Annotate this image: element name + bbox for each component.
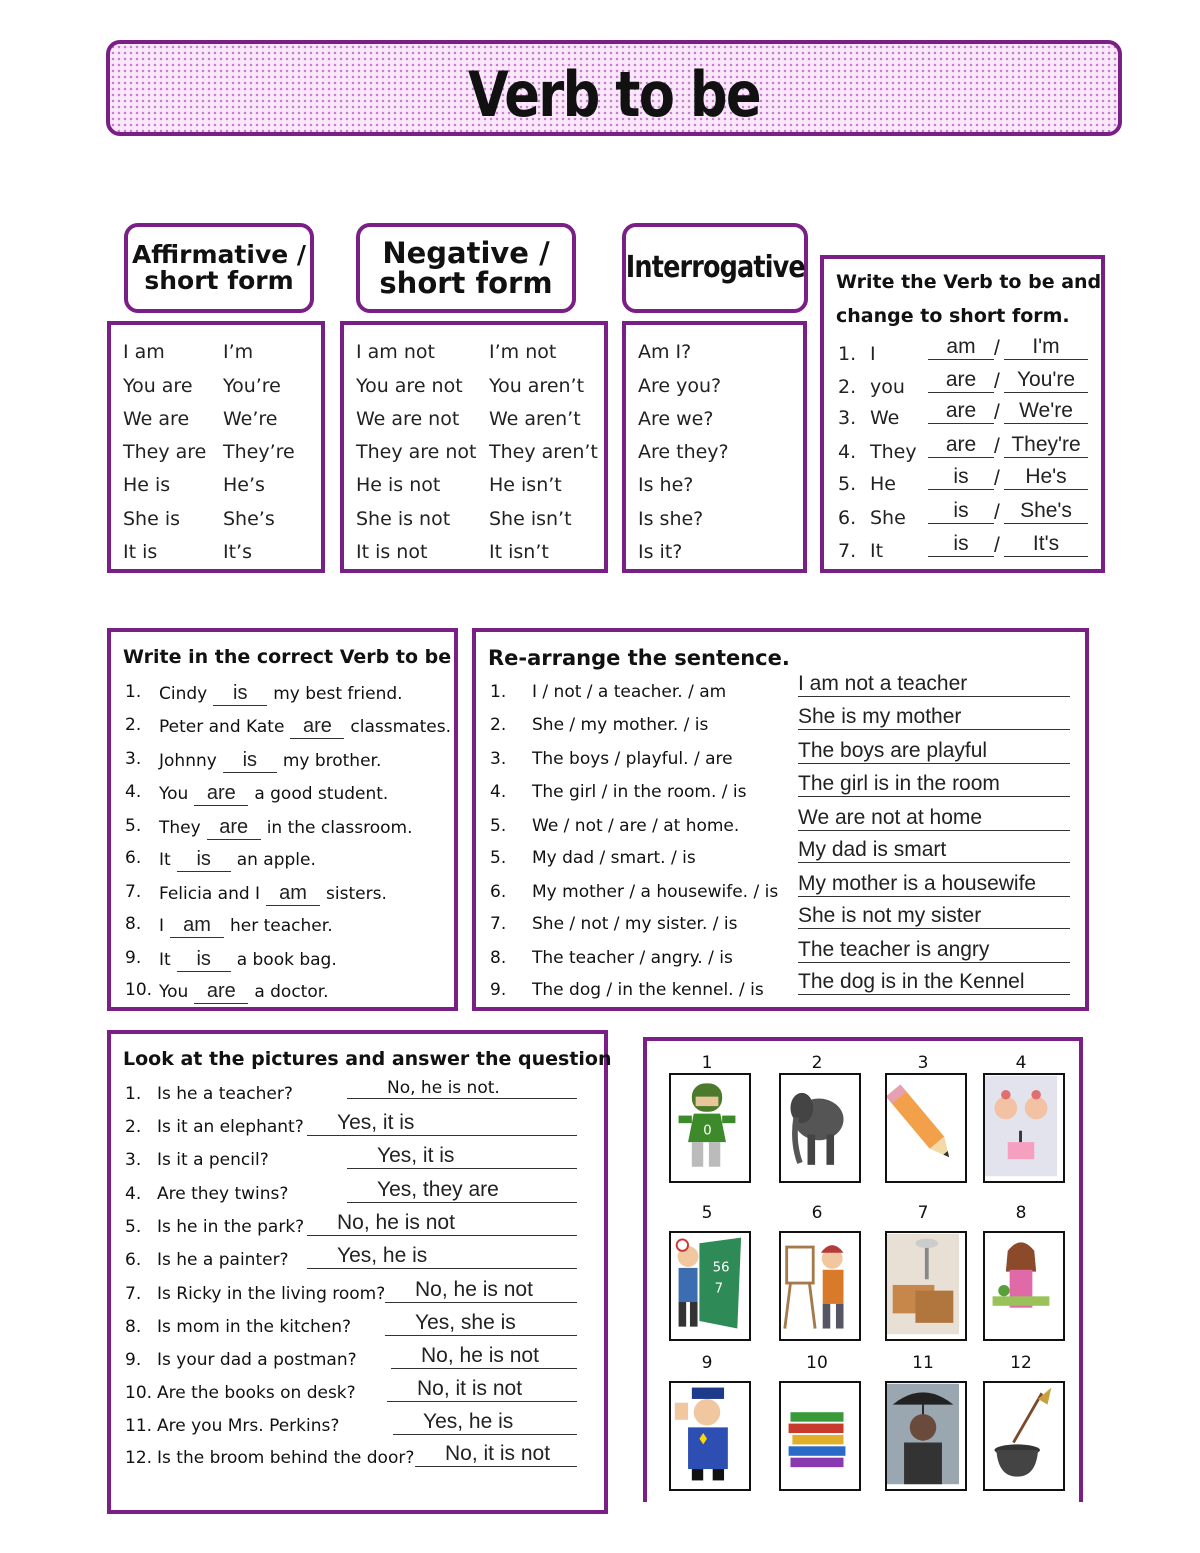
negative-long: She is not — [356, 508, 451, 530]
short-slash: / — [994, 370, 1000, 393]
short-verb-answer: are — [928, 399, 994, 424]
correct-verb-pre: It — [159, 850, 171, 870]
rearrange-answer: My dad is smart — [798, 838, 1070, 863]
picture-answer: Yes, it is — [347, 1144, 577, 1169]
rearrange-answer: My mother is a housewife — [798, 872, 1070, 897]
police-officer-icon — [669, 1381, 751, 1491]
picture-number: 12 — [1010, 1353, 1032, 1373]
correct-verb-sentence — [159, 816, 412, 840]
football-player-icon — [669, 1073, 751, 1183]
affirmative-short: He’s — [223, 474, 265, 496]
short-form-answer: They're — [1004, 433, 1088, 458]
short-subject: It — [870, 540, 884, 562]
picture-number: 2 — [811, 1053, 823, 1073]
rearrange-num: 5. — [490, 816, 507, 836]
short-form-answer: It's — [1004, 532, 1088, 557]
negative-long: I am not — [356, 341, 435, 363]
negative-long: It is not — [356, 541, 428, 563]
correct-verb-sentence — [159, 882, 387, 906]
picture-number: 4 — [1015, 1053, 1027, 1073]
rearrange-answer: We are not at home — [798, 806, 1070, 831]
affirmative-short: She’s — [223, 508, 275, 530]
short-num: 1. — [838, 343, 857, 365]
rearrange-answer: The boys are playful — [798, 739, 1070, 764]
negative-short: I’m not — [489, 341, 557, 363]
correct-verb-post: classmates. — [350, 717, 451, 737]
interrogative-item: Is he? — [638, 474, 694, 496]
correct-verb-pre: You — [159, 982, 189, 1002]
negative-short: It isn’t — [489, 541, 549, 563]
svg-text:7: 7 — [714, 1281, 724, 1297]
rearrange-answer: The dog is in the Kennel — [798, 970, 1070, 995]
short-verb-answer: am — [928, 335, 994, 360]
affirmative-short: We’re — [223, 408, 278, 430]
interrogative-box — [622, 321, 807, 573]
correct-verb-answer: are — [194, 782, 248, 806]
interrogative-item: Is she? — [638, 508, 704, 530]
interrogative-item: Are they? — [638, 441, 729, 463]
correct-verb-post: a book bag. — [236, 950, 337, 970]
picture-question: Are you Mrs. Perkins? — [157, 1416, 340, 1436]
rearrange-answer: The teacher is angry — [798, 938, 1070, 963]
picture-question-num: 9. — [125, 1350, 142, 1370]
short-form-answer: She's — [1004, 499, 1088, 524]
picture-question-num: 4. — [125, 1184, 142, 1204]
picture-number: 9 — [701, 1353, 713, 1373]
picture-number: 8 — [1015, 1203, 1027, 1223]
correct-verb-sentence — [159, 682, 403, 706]
correct-verb-num: 10. — [125, 980, 153, 1000]
affirmative-short: You’re — [223, 375, 281, 397]
rearrange-answer: She is my mother — [798, 705, 1070, 730]
picture-answer: Yes, they are — [347, 1178, 577, 1203]
short-num: 4. — [838, 441, 857, 463]
short-verb-answer: are — [928, 368, 994, 393]
rearrange-num: 4. — [490, 782, 507, 802]
correct-verb-answer: are — [290, 715, 344, 739]
rearrange-num: 2. — [490, 715, 507, 735]
correct-verb-num: 5. — [125, 816, 142, 836]
correct-verb-num: 2. — [125, 715, 142, 735]
short-slash: / — [994, 401, 1000, 424]
picture-question: Is he in the park? — [157, 1217, 305, 1237]
picture-question-num: 10. — [125, 1383, 153, 1403]
student-chalkboard-icon — [669, 1231, 751, 1341]
correct-verb-title: Write in the correct Verb to be — [123, 646, 452, 668]
correct-verb-answer: am — [266, 882, 320, 906]
picture-answer: No, it is not — [415, 1442, 577, 1467]
affirmative-short: They’re — [223, 441, 295, 463]
short-subject: He — [870, 473, 896, 495]
affirmative-long: He is — [123, 474, 171, 496]
rearrange-num: 1. — [490, 682, 507, 702]
correct-verb-num: 9. — [125, 948, 142, 968]
correct-verb-sentence — [159, 715, 451, 739]
correct-verb-num: 3. — [125, 749, 142, 769]
rearrange-words: I / not / a teacher. / am — [532, 682, 727, 702]
picture-question-num: 3. — [125, 1150, 142, 1170]
correct-verb-pre: Felicia and I — [159, 884, 261, 904]
picture-number: 10 — [806, 1353, 828, 1373]
negative-short: They aren’t — [489, 441, 598, 463]
correct-verb-num: 6. — [125, 848, 142, 868]
picture-answer: Yes, he is — [307, 1244, 577, 1269]
correct-verb-post: a doctor. — [254, 982, 329, 1002]
write-short-form-box — [820, 255, 1105, 573]
correct-verb-pre: Peter and Kate — [159, 717, 285, 737]
affirmative-long: We are — [123, 408, 190, 430]
correct-verb-pre: It — [159, 950, 171, 970]
picture-answer: Yes, it is — [307, 1111, 577, 1136]
correct-verb-answer: am — [170, 914, 224, 938]
rearrange-words: The boys / playful. / are — [532, 749, 733, 769]
picture-number: 11 — [912, 1353, 934, 1373]
rearrange-words: She / not / my sister. / is — [532, 914, 738, 934]
rearrange-num: 8. — [490, 948, 507, 968]
short-subject: you — [870, 376, 905, 398]
picture-number: 5 — [701, 1203, 713, 1223]
correct-verb-answer: are — [194, 980, 248, 1004]
short-form-answer: I'm — [1004, 335, 1088, 360]
books-icon — [779, 1381, 861, 1491]
pencil-icon — [885, 1073, 967, 1183]
short-subject: They — [870, 441, 917, 463]
rearrange-num: 9. — [490, 980, 507, 1000]
picture-question: Are the books on desk? — [157, 1383, 356, 1403]
picture-answer: Yes, she is — [385, 1311, 577, 1336]
picture-question: Is he a painter? — [157, 1250, 289, 1270]
affirmative-short: It’s — [223, 541, 252, 563]
write-short-title-1: Write the Verb to be and — [836, 271, 1102, 293]
picture-question: Is Ricky in the living room? — [157, 1284, 386, 1304]
rearrange-words: My mother / a housewife. / is — [532, 882, 779, 902]
picture-question-num: 1. — [125, 1084, 142, 1104]
rearrange-box — [472, 628, 1089, 1011]
picture-question-num: 8. — [125, 1317, 142, 1337]
correct-verb-post: an apple. — [236, 850, 316, 870]
correct-verb-pre: They — [159, 818, 201, 838]
pictures-panel — [643, 1037, 1083, 1502]
picture-number: 3 — [917, 1053, 929, 1073]
affirmative-long: You are — [123, 375, 193, 397]
pictures-question-box — [107, 1030, 612, 1514]
short-subject: She — [870, 507, 906, 529]
painter-icon — [779, 1231, 861, 1341]
rearrange-num: 7. — [490, 914, 507, 934]
negative-short: We aren’t — [489, 408, 581, 430]
short-num: 6. — [838, 507, 857, 529]
picture-question-num: 7. — [125, 1284, 142, 1304]
short-verb-answer: is — [928, 465, 994, 490]
elephant-icon — [779, 1073, 861, 1183]
correct-verb-pre: You — [159, 784, 189, 804]
rearrange-words: The dog / in the kennel. / is — [532, 980, 764, 1000]
broom-pot-icon — [983, 1381, 1065, 1491]
affirmative-long: They are — [123, 441, 207, 463]
rearrange-answer: She is not my sister — [798, 904, 1070, 929]
rearrange-num: 5. — [490, 848, 507, 868]
correct-verb-post: her teacher. — [230, 916, 333, 936]
correct-verb-num: 8. — [125, 914, 142, 934]
picture-answer: No, he is not — [307, 1211, 577, 1236]
negative-header-line1: Negative / — [382, 235, 550, 270]
short-slash: / — [994, 534, 1000, 557]
short-verb-answer: is — [928, 532, 994, 557]
short-verb-answer: are — [928, 433, 994, 458]
kitchen-woman-icon — [983, 1231, 1065, 1341]
interrogative-header — [622, 223, 808, 313]
rearrange-answer: The girl is in the room — [798, 772, 1070, 797]
negative-long: We are not — [356, 408, 460, 430]
short-slash: / — [994, 435, 1000, 458]
short-subject: We — [870, 407, 900, 429]
correct-verb-post: my brother. — [282, 751, 382, 771]
short-slash: / — [994, 467, 1000, 490]
correct-verb-sentence — [159, 782, 388, 806]
affirmative-header-line1: Affirmative / — [131, 239, 307, 269]
interrogative-item: Are we? — [638, 408, 714, 430]
picture-question: Is it an elephant? — [157, 1117, 304, 1137]
negative-short: She isn’t — [489, 508, 572, 530]
picture-question-num: 12. — [125, 1448, 153, 1468]
affirmative-long: I am — [123, 341, 165, 363]
picture-answer: No, he is not. — [347, 1078, 577, 1099]
affirmative-long: It is — [123, 541, 158, 563]
affirmative-header-line2: short form — [144, 266, 294, 295]
short-form-answer: He's — [1004, 465, 1088, 490]
short-num: 3. — [838, 407, 857, 429]
negative-long: They are not — [356, 441, 477, 463]
correct-verb-pre: Johnny — [159, 751, 217, 771]
negative-long: He is not — [356, 474, 441, 496]
short-num: 7. — [838, 540, 857, 562]
correct-verb-pre: Cindy — [159, 684, 208, 704]
man-umbrella-icon — [885, 1381, 967, 1491]
picture-question-num: 11. — [125, 1416, 153, 1436]
negative-box — [340, 321, 608, 573]
picture-answer: No, he is not — [391, 1344, 577, 1369]
rearrange-words: The teacher / angry. / is — [532, 948, 733, 968]
negative-short: He isn’t — [489, 474, 562, 496]
short-num: 2. — [838, 376, 857, 398]
correct-verb-answer: are — [207, 816, 261, 840]
short-form-answer: We're — [1004, 399, 1088, 424]
correct-verb-pre: I — [159, 916, 165, 936]
rearrange-words: She / my mother. / is — [532, 715, 709, 735]
rearrange-title: Re-arrange the sentence. — [488, 646, 790, 670]
twins-icon — [983, 1073, 1065, 1183]
picture-question-num: 2. — [125, 1117, 142, 1137]
correct-verb-sentence — [159, 914, 333, 938]
picture-question: Is mom in the kitchen? — [157, 1317, 352, 1337]
picture-number: 6 — [811, 1203, 823, 1223]
affirmative-box — [107, 321, 325, 573]
rearrange-num: 3. — [490, 749, 507, 769]
affirmative-header — [124, 223, 314, 313]
affirmative-long: She is — [123, 508, 181, 530]
interrogative-item: Am I? — [638, 341, 692, 363]
svg-text:56: 56 — [712, 1260, 730, 1276]
correct-verb-sentence — [159, 980, 329, 1004]
correct-verb-box — [107, 628, 458, 1011]
correct-verb-answer: is — [213, 682, 267, 706]
picture-answer: Yes, he is — [393, 1410, 577, 1435]
interrogative-header-label: Interrogative — [625, 250, 805, 286]
picture-question: Is it a pencil? — [157, 1150, 269, 1170]
pictures-question-title: Look at the pictures and answer the question — [123, 1048, 612, 1070]
correct-verb-answer: is — [223, 749, 277, 773]
short-slash: / — [994, 501, 1000, 524]
negative-long: You are not — [356, 375, 463, 397]
correct-verb-answer: is — [177, 848, 231, 872]
interrogative-item: Are you? — [638, 375, 722, 397]
negative-header-line2: short form — [379, 266, 553, 300]
correct-verb-num: 1. — [125, 682, 142, 702]
rearrange-words: We / not / are / at home. — [532, 816, 740, 836]
rearrange-words: My dad / smart. / is — [532, 848, 696, 868]
correct-verb-post: sisters. — [326, 884, 387, 904]
picture-answer: No, it is not — [387, 1377, 577, 1402]
picture-number: 1 — [701, 1053, 713, 1073]
correct-verb-sentence — [159, 749, 381, 773]
correct-verb-sentence — [159, 948, 337, 972]
short-verb-answer: is — [928, 499, 994, 524]
living-room-icon — [885, 1231, 967, 1341]
rearrange-answer: I am not a teacher — [798, 672, 1070, 697]
correct-verb-post: a good student. — [254, 784, 389, 804]
write-short-title-2: change to short form. — [836, 305, 1070, 327]
svg-text:0: 0 — [703, 1123, 712, 1139]
rearrange-words: The girl / in the room. / is — [532, 782, 747, 802]
title-banner — [106, 40, 1122, 136]
correct-verb-post: my best friend. — [273, 684, 403, 704]
short-num: 5. — [838, 473, 857, 495]
picture-question: Is the broom behind the door? — [157, 1448, 415, 1468]
picture-question: Is he a teacher? — [157, 1084, 293, 1104]
picture-question: Is your dad a postman? — [157, 1350, 357, 1370]
page-title: Verb to be — [468, 58, 760, 131]
picture-question-num: 6. — [125, 1250, 142, 1270]
correct-verb-num: 7. — [125, 882, 142, 902]
picture-answer: No, he is not — [385, 1278, 577, 1303]
short-form-answer: You're — [1004, 368, 1088, 393]
picture-question-num: 5. — [125, 1217, 142, 1237]
negative-short: You aren’t — [489, 375, 585, 397]
short-subject: I — [870, 343, 876, 365]
rearrange-num: 6. — [490, 882, 507, 902]
picture-question: Are they twins? — [157, 1184, 289, 1204]
correct-verb-num: 4. — [125, 782, 142, 802]
affirmative-short: I’m — [223, 341, 254, 363]
interrogative-item: Is it? — [638, 541, 683, 563]
correct-verb-post: in the classroom. — [266, 818, 413, 838]
correct-verb-answer: is — [177, 948, 231, 972]
negative-header — [356, 223, 576, 313]
correct-verb-sentence — [159, 848, 316, 872]
picture-number: 7 — [917, 1203, 929, 1223]
short-slash: / — [994, 337, 1000, 360]
